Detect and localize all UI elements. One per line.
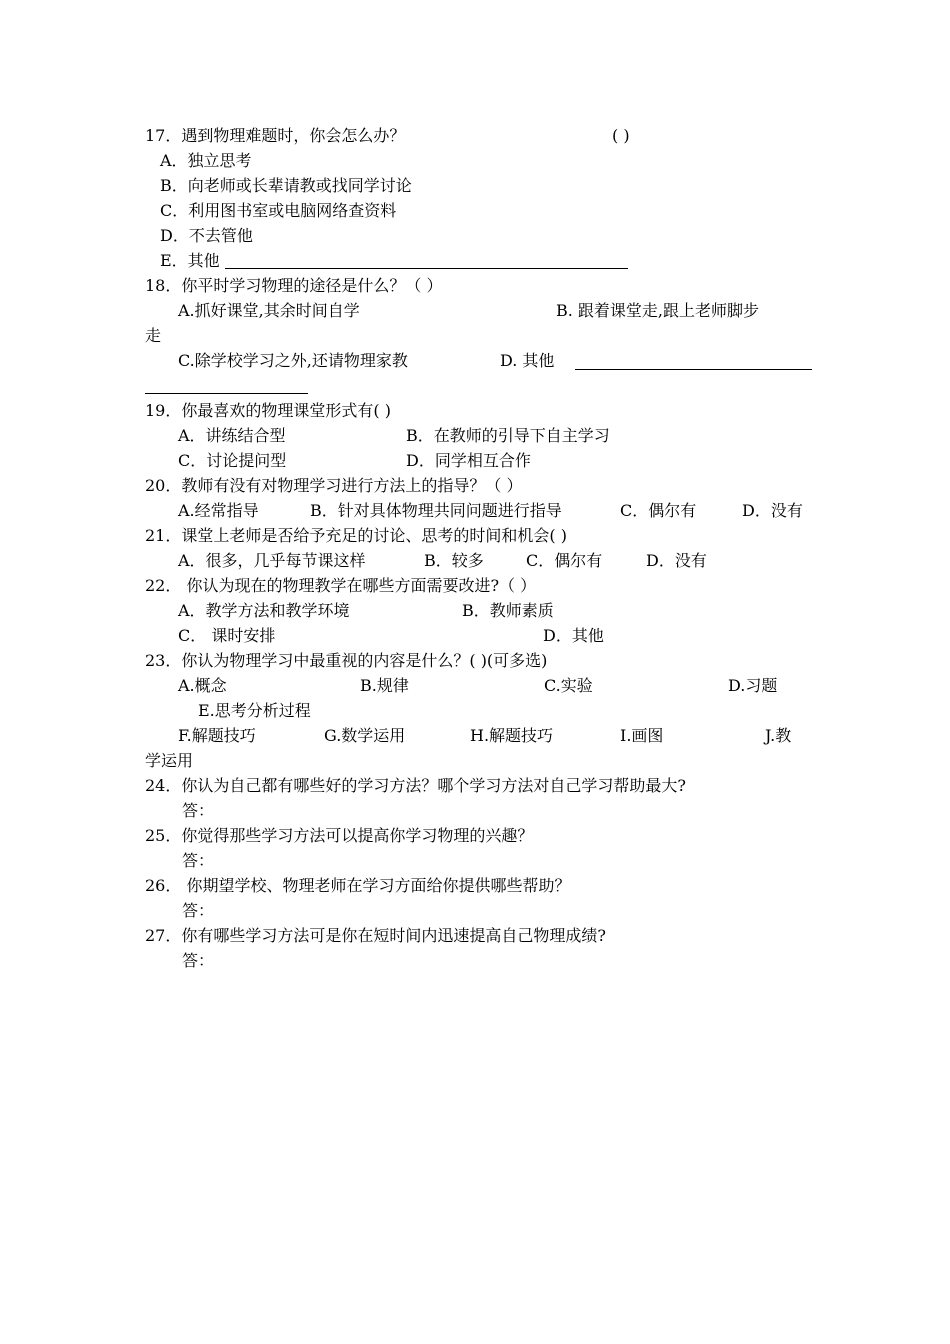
q21-option-d: D．没有 xyxy=(646,551,707,570)
q21-option-c: C．偶尔有 xyxy=(526,551,603,570)
q19-option-a: A．讲练结合型 xyxy=(178,426,286,445)
q19-option-b: B．在教师的引导下自主学习 xyxy=(406,426,610,445)
q20-option-b: B．针对具体物理共同问题进行指导 xyxy=(310,501,562,520)
q18-fill-line-continued xyxy=(145,393,308,394)
q23-option-f: F.解题技巧 xyxy=(178,726,256,745)
q17-answer-blank: ( ) xyxy=(612,126,630,145)
q19-stem: 19．你最喜欢的物理课堂形式有( ) xyxy=(145,401,391,420)
q17-option-b: B．向老师或长辈请教或找同学讨论 xyxy=(160,176,412,195)
q20-stem: 20．教师有没有对物理学习进行方法上的指导？（ ） xyxy=(145,476,523,495)
q18-option-d: D. 其他 xyxy=(500,351,555,370)
q23-option-g: G.数学运用 xyxy=(324,726,406,745)
q23-option-a: A.概念 xyxy=(178,676,227,695)
q23-option-b: B.规律 xyxy=(360,676,409,695)
q21-stem: 21．课堂上老师是否给予充足的讨论、思考的时间和机会( ) xyxy=(145,526,567,545)
q22-option-a: A．教学方法和教学环境 xyxy=(178,601,350,620)
q23-option-j-continued: 学运用 xyxy=(145,751,194,770)
q18-option-b-continued: 走 xyxy=(145,326,162,345)
q18-stem: 18．你平时学习物理的途径是什么？（ ） xyxy=(145,276,443,295)
q24-stem: 24．你认为自己都有哪些好的学习方法？哪个学习方法对自己学习帮助最大? xyxy=(145,776,686,795)
q19-option-d: D．同学相互合作 xyxy=(406,451,531,470)
q26-answer-label: 答： xyxy=(182,901,215,920)
q25-answer-label: 答： xyxy=(182,851,215,870)
q23-option-e: E.思考分析过程 xyxy=(198,701,311,720)
q18-fill-line xyxy=(575,369,812,370)
q21-option-b: B．较多 xyxy=(424,551,484,570)
q20-option-c: C．偶尔有 xyxy=(620,501,697,520)
q19-option-c: C．讨论提问型 xyxy=(178,451,287,470)
q23-option-d: D.习题 xyxy=(728,676,778,695)
q22-option-b: B．教师素质 xyxy=(462,601,554,620)
q18-option-b: B. 跟着课堂走,跟上老师脚步 xyxy=(556,301,760,320)
q17-option-c: C．利用图书室或电脑网络查资料 xyxy=(160,201,397,220)
q27-stem: 27．你有哪些学习方法可是你在短时间内迅速提高自己物理成绩? xyxy=(145,926,606,945)
q25-stem: 25．你觉得那些学习方法可以提高你学习物理的兴趣？ xyxy=(145,826,534,845)
q23-option-h: H.解题技巧 xyxy=(470,726,554,745)
q22-option-c: C． 课时安排 xyxy=(178,626,276,645)
q23-option-i: I.画图 xyxy=(620,726,664,745)
q17-option-a: A．独立思考 xyxy=(160,151,252,170)
q17-option-e: E．其他 xyxy=(160,251,220,270)
q17-option-d: D．不去管他 xyxy=(160,226,253,245)
q22-option-d: D．其他 xyxy=(543,626,604,645)
q24-answer-label: 答： xyxy=(182,801,215,820)
q23-option-c: C.实验 xyxy=(544,676,593,695)
q17-stem: 17．遇到物理难题时，你会怎么办？ xyxy=(145,126,406,145)
q27-answer-label: 答： xyxy=(182,951,215,970)
q20-option-a: A.经常指导 xyxy=(178,501,259,520)
q26-stem: 26． 你期望学校、物理老师在学习方面给你提供哪些帮助？ xyxy=(145,876,571,895)
q18-option-c: C.除学校学习之外,还请物理家教 xyxy=(178,351,408,370)
q20-option-d: D．没有 xyxy=(742,501,803,520)
q23-option-j: J.教 xyxy=(765,726,792,745)
q23-stem: 23．你认为物理学习中最重视的内容是什么？( )(可多选) xyxy=(145,651,548,670)
q18-option-a: A.抓好课堂,其余时间自学 xyxy=(178,301,360,320)
q21-option-a: A．很多，几乎每节课这样 xyxy=(178,551,366,570)
q17-fill-line xyxy=(225,268,628,269)
q22-stem: 22． 你认为现在的物理教学在哪些方面需要改进?（ ） xyxy=(145,576,537,595)
